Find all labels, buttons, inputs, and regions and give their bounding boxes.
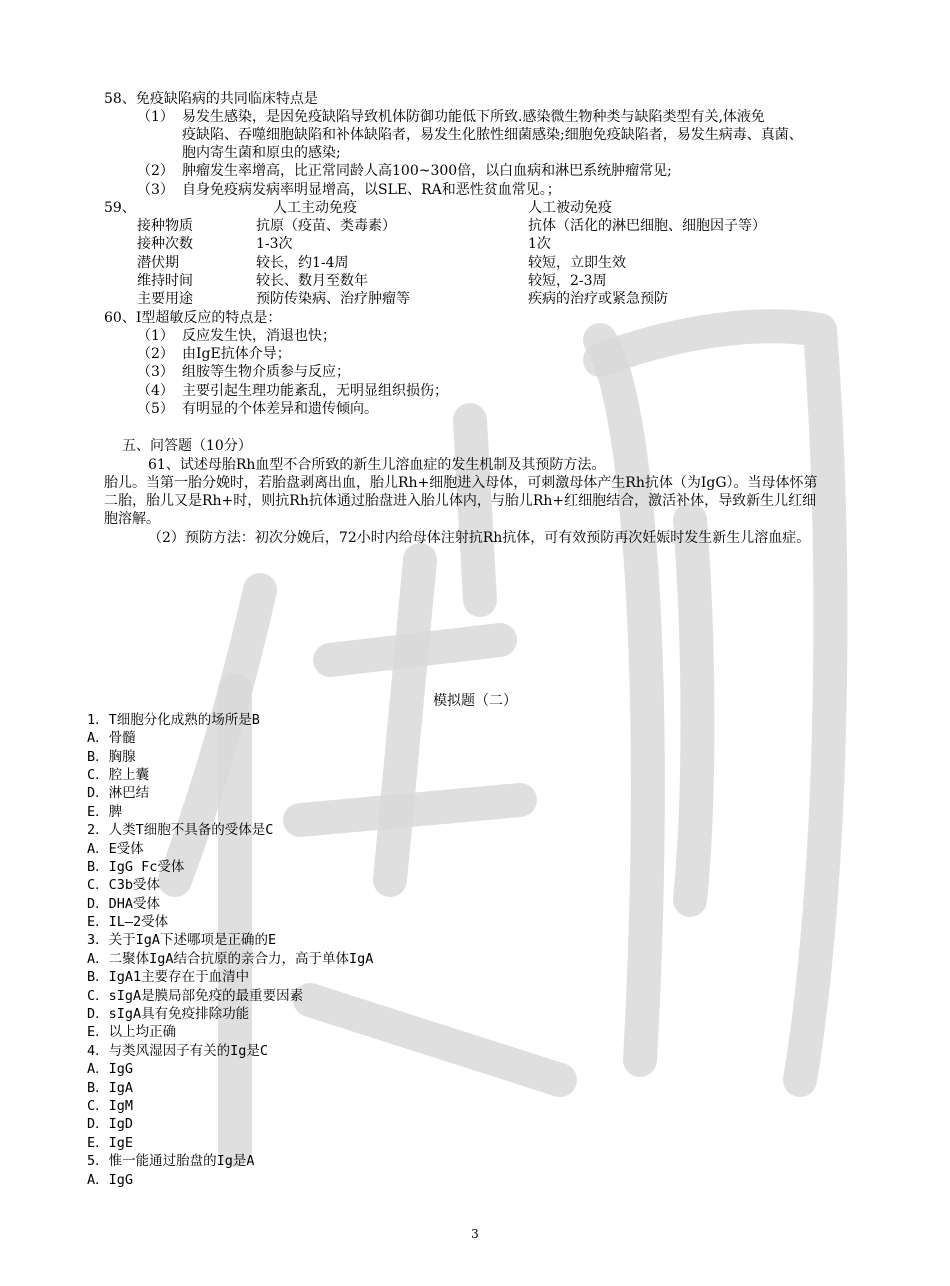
mock-line: C．腔上囊	[87, 767, 150, 783]
q58-item-2-num: （2）	[137, 163, 174, 179]
q59-row-active: 较长、数月至数年	[256, 273, 368, 289]
q59-row-label: 潜伏期	[137, 255, 179, 271]
mock-line: E．脾	[87, 804, 123, 820]
mock-line: A．IgG	[87, 1172, 134, 1188]
q60-item-num: （4）	[137, 383, 174, 399]
mock-line: A．骨髓	[87, 730, 136, 746]
mock-line: B．IgA	[87, 1080, 134, 1096]
mock-line: B．IgG Fc受体	[87, 859, 185, 875]
q61-answer-line-2: 二胎，胎儿又是Rh+时，则抗Rh抗体通过胎盘进入胎儿体内，与胎儿Rh+红细胞结合，激活补体，导致新生儿红细	[104, 493, 817, 509]
mock-line: B．胸腺	[87, 749, 136, 765]
q58-item-1-line-2: 疫缺陷、吞噬细胞缺陷和补体缺陷者，易发生化脓性细菌感染;细胞免疫缺陷者，易发生病毒、真菌、	[182, 127, 803, 143]
mock-line: E．IgE	[87, 1135, 134, 1151]
q59-number: 59、	[104, 200, 136, 216]
mock-line: 5．惟一能通过胎盘的Ig是A	[87, 1153, 255, 1169]
q60-item-num: （1）	[137, 328, 174, 344]
mock-line: B．IgA1主要存在于血清中	[87, 969, 250, 985]
q58-item-3-text: 自身免疫病发病率明显增高，以SLE、RA和恶性贫血常见。；	[182, 182, 561, 198]
mock-line: E．IL—2受体	[87, 914, 169, 930]
q59-row-passive: 较短，2-3周	[528, 273, 607, 289]
q61-answer-line-1: 胎儿。当第一胎分娩时，若胎盘剥离出血，胎儿Rh+细胞进入母体，可刺激母体产生Rh抗体（为IgG）。当母体怀第	[104, 475, 818, 491]
mock-line: A．二聚体IgA结合抗原的亲合力，高于单体IgA	[87, 951, 374, 967]
q59-row-passive: 疾病的治疗或紧急预防	[528, 291, 668, 307]
q60-item-num: （3）	[137, 364, 174, 380]
q61-question: 61、试述母胎Rh血型不合所致的新生儿溶血症的发生机制及其预防方法。	[148, 457, 606, 473]
mock-line: A．IgG	[87, 1061, 134, 1077]
mock-line: C．sIgA是膜局部免疫的最重要因素	[87, 988, 304, 1004]
mock-line: E．以上均正确	[87, 1024, 177, 1040]
q59-row-active: 抗原（疫苗、类毒素）	[256, 218, 396, 234]
mock-line: 4．与类风湿因子有关的Ig是C	[87, 1043, 269, 1059]
q59-row-active: 较长，约1-4周	[256, 255, 349, 271]
mock-line: D．sIgA具有免疫排除功能	[87, 1006, 250, 1022]
q59-row-label: 维持时间	[137, 273, 193, 289]
q59-row-active: 预防传染病、治疗肿瘤等	[256, 291, 410, 307]
q60-item-num: （2）	[137, 346, 174, 362]
q58-item-2-text: 肿瘤发生率增高，比正常同龄人高100~300倍，以白血病和淋巴系统肿瘤常见;	[182, 163, 672, 179]
mock-line: A．E受体	[87, 841, 144, 857]
mock-line: C．C3b受体	[87, 877, 161, 893]
q60-item-text: 主要引起生理功能紊乱，无明显组织损伤；	[182, 383, 448, 399]
mock-title: 模拟题（二）	[433, 693, 517, 709]
mock-line: 2．人类T细胞不具备的受体是C	[87, 822, 274, 838]
q59-row-active: 1-3次	[256, 236, 293, 252]
q59-row-passive: 1次	[528, 236, 551, 252]
q60-item-text: 有明显的个体差异和遗传倾向。	[182, 401, 378, 417]
q59-row-label: 接种次数	[137, 236, 193, 252]
q60-item-text: 反应发生快，消退也快；	[182, 328, 336, 344]
q60-item-text: 由IgE抗体介导；	[182, 346, 291, 362]
mock-line: C．IgM	[87, 1098, 134, 1114]
q58-item-3-num: （3）	[137, 182, 174, 198]
q58-item-1-num: （1）	[137, 109, 174, 125]
q58-item-1-line-1: 易发生感染，是因免疫缺陷导致机体防御功能低下所致.感染微生物种类与缺陷类型有关,体液免	[182, 109, 765, 125]
mock-line: D．淋巴结	[87, 785, 150, 801]
q59-row-passive: 较短，立即生效	[528, 255, 626, 271]
mock-line: 1．T细胞分化成熟的场所是B	[87, 712, 260, 728]
section5-heading: 五、问答题（10分）	[122, 438, 252, 454]
q60-title: 60、I型超敏反应的特点是：	[104, 310, 282, 326]
q59-row-label: 主要用途	[137, 291, 193, 307]
mock-line: 3．关于IgA下述哪项是正确的E	[87, 932, 277, 948]
mock-line: D．IgD	[87, 1116, 134, 1132]
q61-answer-line-3: 胞溶解。	[104, 511, 160, 527]
q60-item-num: （5）	[137, 401, 174, 417]
q58-title: 58、免疫缺陷病的共同临床特点是	[104, 91, 318, 107]
q58-item-1-line-3: 胞内寄生菌和原虫的感染;	[182, 145, 341, 161]
q60-item-text: 组胺等生物介质参与反应；	[182, 364, 350, 380]
mock-line: D．DHA受体	[87, 896, 161, 912]
q59-row-label: 接种物质	[137, 218, 193, 234]
q59-header-active: 人工主动免疫	[273, 200, 357, 216]
q61-prevention: （2）预防方法：初次分娩后，72小时内给母体注射抗Rh抗体，可有效预防再次妊娠时发生新生儿溶血症。	[148, 530, 811, 546]
page-number: 3	[471, 1227, 479, 1241]
q59-header-passive: 人工被动免疫	[528, 200, 612, 216]
q59-row-passive: 抗体（活化的淋巴细胞、细胞因子等）	[528, 218, 766, 234]
